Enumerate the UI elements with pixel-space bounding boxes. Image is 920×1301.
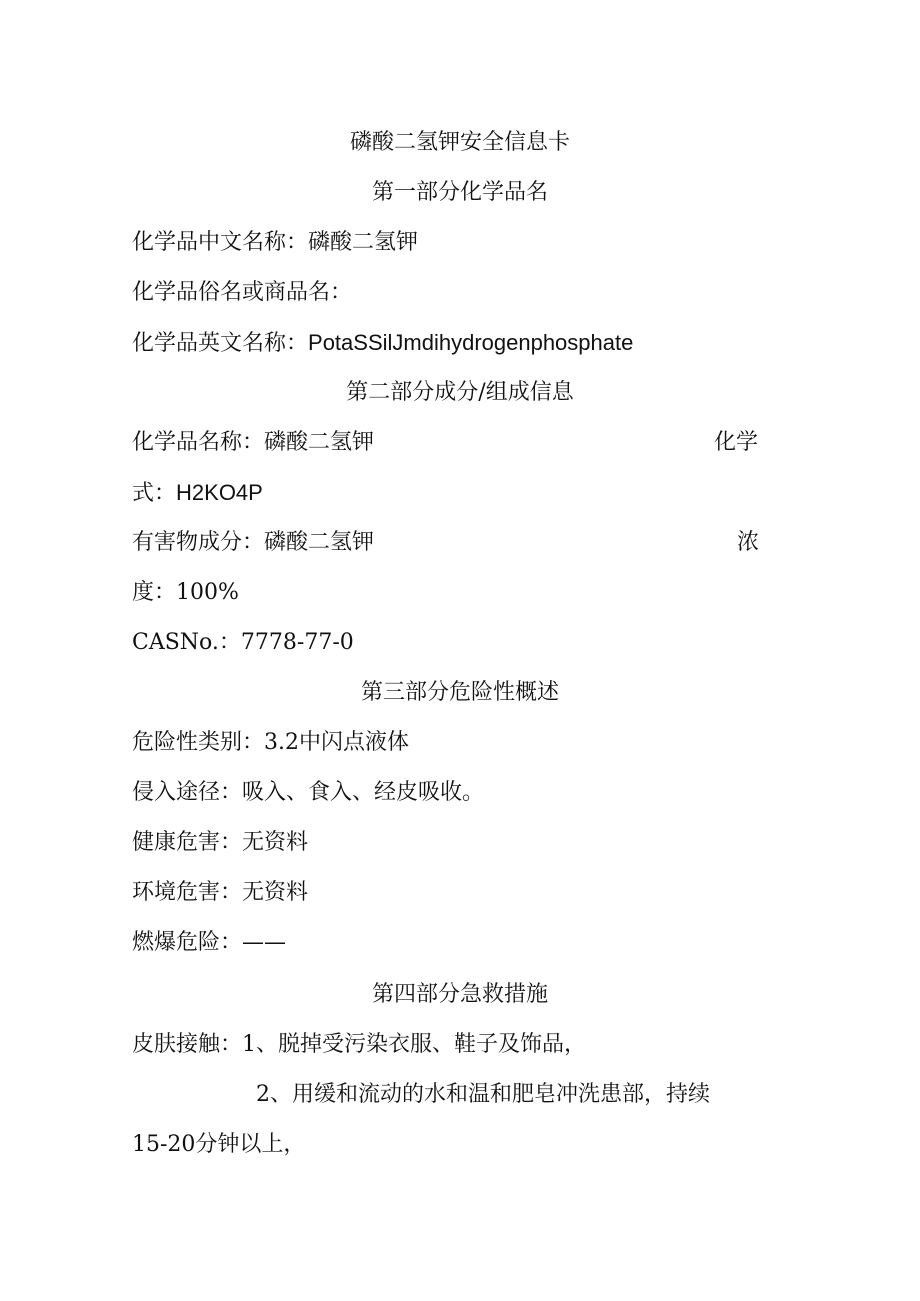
concentration-label-part2: 度： [132,580,177,605]
exposure-routes: 侵入途径：吸入、食入、经皮吸收。 [132,780,485,805]
en-name-label: 化学品英文名称： [132,331,309,356]
health-hazard: 健康危害：无资料 [132,830,309,855]
alias-label: 化学品俗名或商品名： [132,280,353,305]
cn-name-label: 化学品中文名称： [132,230,309,255]
chemical-name-row [132,428,374,458]
formula-label-part2: 式： [132,481,177,506]
en-name-row [132,328,633,359]
skin-contact-step1: 皮肤接触：1、脱掉受污染衣服、鞋子及饰品， [132,1032,586,1057]
hazard-component-row [132,528,374,558]
cas-row [132,628,354,658]
environmental-hazard: 环境危害：无资料 [132,880,309,905]
skin-contact-step2-continued: 15-20分钟以上， [132,1132,306,1157]
skin-contact-step2: 2、用缓和流动的水和温和肥皂冲洗患部，持续 [256,1082,710,1107]
concentration-label-part1: 浓 [737,530,760,555]
cas-value: 7778-77-0 [240,630,354,655]
section3-heading: 第三部分危险性概述 [360,680,559,705]
formula-label-part1: 化学 [714,430,759,455]
cn-name-value: 磷酸二氢钾 [308,230,419,255]
alias-row [132,278,352,308]
section1-heading: 第一部分化学品名 [371,180,548,205]
formula-value: H2KO4P [176,480,263,505]
explosion-hazard: 燃爆危险：—— [132,930,287,955]
chemical-name-value: 磷酸二氢钾 [264,430,375,455]
chemical-name-label: 化学品名称： [132,430,265,455]
concentration-row [132,578,239,608]
document-title: 磷酸二氢钾安全信息卡 [349,130,570,155]
section4-heading: 第四部分急救措施 [371,982,548,1007]
hazard-class: 危险性类别：3.2中闪点液体 [132,730,409,755]
section2-heading: 第二部分成分/组成信息 [346,380,574,405]
hazard-component-value: 磷酸二氢钾 [264,530,375,555]
en-name-value: PotaSSilJmdihydrogenphosphate [308,330,634,355]
hazard-component-label: 有害物成分： [132,530,265,555]
cas-label: CASNo.： [132,630,241,655]
formula-row [132,478,263,509]
concentration-value: 100% [176,580,239,605]
cn-name-row [132,228,418,258]
